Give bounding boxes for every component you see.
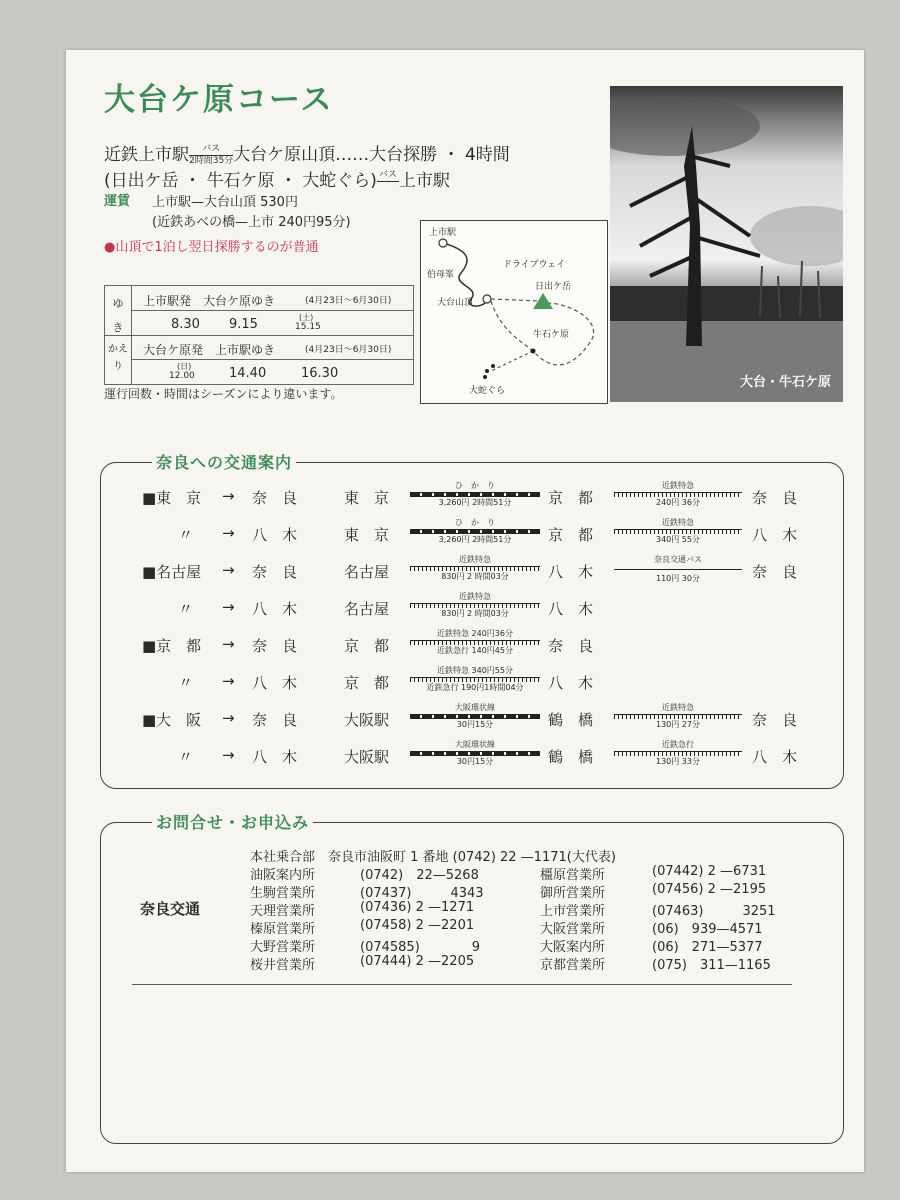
transit-station-start: 大阪駅 — [344, 711, 390, 729]
transit-destination: 奈 良 — [252, 711, 298, 729]
transit-destination: 八 木 — [252, 748, 298, 766]
segment-fare-time: 830円 2 時間03分 — [441, 572, 509, 581]
office-phone: (075) 311—1165 — [652, 958, 771, 973]
transit-origin: 〃 — [178, 600, 194, 618]
rail-line — [614, 492, 742, 497]
tree-landscape-image — [610, 86, 843, 402]
transit-origin: ■大 阪 — [142, 711, 202, 729]
office-name: 生駒営業所 — [250, 886, 316, 901]
segment-label: 大阪環状線 — [455, 703, 495, 712]
segment-fare-time: 340円 55分 — [656, 535, 700, 544]
transit-station-end: 奈 良 — [752, 711, 798, 729]
transit-segment-2 — [614, 518, 742, 545]
transit-origin: 〃 — [178, 748, 194, 766]
segment-label: 近鉄特急 — [662, 703, 694, 712]
yuki-time-2: 9.15 — [229, 317, 258, 332]
office-name: 上市営業所 — [540, 904, 606, 919]
office-name: 京都営業所 — [540, 958, 606, 973]
arrow-icon: → — [222, 598, 235, 616]
segment-fare-time: 110円 30分 — [656, 574, 700, 583]
office-name: 榛原営業所 — [250, 922, 316, 937]
timetable-footnote: 運行回数・時間はシーズンにより違います。 — [104, 387, 343, 401]
transit-segment-1 — [410, 703, 540, 730]
photo-caption: 大台・牛石ケ原 — [739, 375, 831, 390]
transit-segment-2 — [614, 481, 742, 508]
transit-origin: ■名古屋 — [142, 563, 202, 581]
office-phone: (07456) 2 —2195 — [652, 882, 767, 897]
transit-destination: 奈 良 — [252, 489, 298, 507]
segment-fare-time: 830円 2 時間03分 — [441, 609, 509, 618]
route-summit: 大台ケ原山頂……大台探勝 ・ 4時間 — [233, 145, 510, 165]
office-name: 御所営業所 — [540, 886, 606, 901]
rail-line — [410, 677, 540, 682]
office-name: 油阪案内所 — [250, 868, 316, 883]
transit-segment-1 — [410, 740, 540, 767]
transit-station-start: 京 都 — [344, 637, 390, 655]
arrow-icon: → — [222, 672, 235, 690]
rail-line — [410, 492, 540, 497]
route-line-1 — [104, 140, 510, 166]
kaeri-header: 大台ケ原発 上市駅ゆき — [143, 343, 276, 357]
transit-station-mid: 奈 良 — [548, 637, 594, 655]
transit-segment-2 — [614, 740, 742, 767]
arrow-icon: → — [222, 524, 235, 542]
transit-station-mid: 八 木 — [548, 674, 594, 692]
transit-station-end: 八 木 — [752, 748, 798, 766]
segment-label: ひ か り — [455, 481, 495, 490]
segment-fare-time: 30円15分 — [456, 720, 494, 729]
segment-fare-time: 3,260円 2時間51分 — [438, 498, 512, 507]
transit-station-end: 奈 良 — [752, 489, 798, 507]
yuki-sat-time: 15.15 — [295, 322, 321, 332]
contact-hq: 本社乗合部 奈良市油阪町 1 番地 (0742) 22 —1171(大代表) — [250, 850, 616, 865]
transit-station-mid: 鶴 橋 — [548, 711, 594, 729]
rail-line — [614, 751, 742, 756]
office-phone: (06) 939—4571 — [652, 922, 763, 937]
office-name: 天理営業所 — [250, 904, 316, 919]
rail-line — [410, 751, 540, 756]
office-name: 桜井営業所 — [250, 958, 316, 973]
fare-line-1: 上市駅—大台山頂 530円 — [152, 195, 298, 210]
bus-timetable — [104, 285, 414, 385]
transit-segment-1 — [410, 592, 540, 619]
segment-fare-time: 近鉄急行 140円45分 — [437, 646, 513, 655]
kaeri-sun-mark: (日) — [177, 362, 192, 371]
transit-segment-1 — [410, 518, 540, 545]
office-phone: (074585) 9 — [360, 940, 481, 955]
transit-station-start: 名古屋 — [344, 563, 390, 581]
contact-title: お問合せ・お申込み — [152, 810, 313, 833]
fare-line-2: (近鉄あべの橋—上市 240円95分) — [152, 215, 351, 230]
transit-destination: 奈 良 — [252, 563, 298, 581]
office-phone: (07437) 4343 — [360, 886, 484, 901]
transit-station-start: 名古屋 — [344, 600, 390, 618]
kaeri-label: かえり — [105, 335, 132, 384]
route-map — [420, 220, 608, 404]
yuki-time-1: 8.30 — [171, 317, 200, 332]
segment-fare-time: 近鉄急行 190円1時間04分 — [426, 683, 524, 692]
segment-label: 奈良交通バス — [654, 555, 702, 564]
map-label-hinode: 日出ケ岳 — [535, 282, 572, 292]
office-name: 大阪案内所 — [540, 940, 606, 955]
transit-destination: 八 木 — [252, 526, 298, 544]
contact-divider — [132, 984, 792, 985]
transit-station-mid: 鶴 橋 — [548, 748, 594, 766]
office-name: 大阪営業所 — [540, 922, 606, 937]
segment-fare-time: 30円15分 — [456, 757, 494, 766]
map-label-daija: 大蛇ぐら — [469, 386, 506, 396]
map-label-ushiishi: 牛石ケ原 — [533, 330, 570, 340]
segment-fare-time: 130円 33分 — [656, 757, 700, 766]
map-label-drive: ドライブウェイ — [503, 260, 566, 270]
kaeri-time-1: 14.40 — [229, 366, 267, 381]
transit-destination: 八 木 — [252, 674, 298, 692]
fare-heading: 運賃 — [104, 194, 131, 209]
transit-segment-2 — [614, 703, 742, 730]
office-phone: (07436) 2 —1271 — [360, 900, 475, 915]
transit-station-mid: 八 木 — [548, 563, 594, 581]
office-name: 大野営業所 — [250, 940, 316, 955]
kaeri-period: (4月23日～6月30日) — [305, 345, 392, 355]
segment-label: ひ か り — [455, 518, 495, 527]
transit-origin: 〃 — [178, 674, 194, 692]
arrow-icon: → — [222, 487, 235, 505]
stay-note: ●山頂で1泊し翌日探勝するのが普通 — [104, 240, 319, 255]
transit-station-end: 奈 良 — [752, 563, 798, 581]
rail-line — [410, 566, 540, 571]
transit-destination: 奈 良 — [252, 637, 298, 655]
rail-line — [410, 640, 540, 645]
route-spots: (日出ケ岳 ・ 牛石ケ原 ・ 大蛇ぐら) — [104, 171, 377, 191]
transit-station-start: 京 都 — [344, 674, 390, 692]
office-phone: (07458) 2 —2201 — [360, 918, 475, 933]
landscape-photo — [610, 86, 843, 402]
arrow-icon: → — [222, 709, 235, 727]
transit-station-mid: 京 都 — [548, 526, 594, 544]
transit-origin: 〃 — [178, 526, 194, 544]
arrow-icon: → — [222, 635, 235, 653]
yuki-header: 上市駅発 大台ケ原ゆき — [143, 294, 276, 308]
yuki-label: ゆき — [105, 286, 132, 335]
segment-fare-time: 240円 36分 — [656, 498, 700, 507]
rail-line — [614, 714, 742, 719]
rail-line — [410, 603, 540, 608]
transit-station-start: 東 京 — [344, 489, 390, 507]
transit-segment-1 — [410, 481, 540, 508]
arrow-icon: → — [222, 746, 235, 764]
segment-fare-time: 130円 27分 — [656, 720, 700, 729]
yuki-sat-mark: (土) — [299, 313, 314, 322]
rail-line — [410, 714, 540, 719]
rail-line — [410, 529, 540, 534]
yuki-period: (4月23日～6月30日) — [305, 296, 392, 306]
office-phone: (07463) 3251 — [652, 904, 776, 919]
map-label-odai: 大台山頂 — [437, 298, 474, 308]
transit-station-mid: 京 都 — [548, 489, 594, 507]
office-phone: (07442) 2 —6731 — [652, 864, 767, 879]
transit-station-mid: 八 木 — [548, 600, 594, 618]
office-name: 橿原営業所 — [540, 868, 606, 883]
segment-label: 大阪環状線 — [455, 740, 495, 749]
bus-segment: バス 2時間35分 — [189, 143, 234, 166]
transit-segment-1 — [410, 629, 540, 656]
transit-station-start: 東 京 — [344, 526, 390, 544]
segment-label: 近鉄特急 — [459, 592, 491, 601]
arrow-icon: → — [222, 561, 235, 579]
office-phone: (06) 271—5377 — [652, 940, 763, 955]
kaeri-sun-time: 12.00 — [169, 371, 195, 381]
rail-line — [614, 569, 742, 570]
transit-segment-1 — [410, 666, 540, 693]
transit-segment-2 — [614, 555, 742, 584]
route-map-drawing — [421, 221, 607, 403]
transit-station-end: 八 木 — [752, 526, 798, 544]
course-title: 大台ケ原コース — [104, 82, 334, 118]
kaeri-time-2: 16.30 — [301, 366, 339, 381]
office-phone: (0742) 22—5268 — [360, 868, 479, 883]
segment-label: 近鉄急行 — [662, 740, 694, 749]
bus-segment-return: バス — [378, 169, 397, 180]
segment-label: 近鉄特急 240円36分 — [437, 629, 513, 638]
transit-segment-1 — [410, 555, 540, 582]
office-phone: (07444) 2 —2205 — [360, 954, 475, 969]
company-name: 奈良交通 — [140, 900, 201, 918]
segment-label: 近鉄特急 340円55分 — [437, 666, 513, 675]
route-end: 上市駅 — [398, 171, 450, 191]
segment-fare-time: 3,260円 2時間51分 — [438, 535, 512, 544]
transit-title: 奈良への交通案内 — [152, 450, 296, 473]
transit-origin: ■東 京 — [142, 489, 202, 507]
segment-label: 近鉄特急 — [662, 481, 694, 490]
transit-station-start: 大阪駅 — [344, 748, 390, 766]
rail-line — [614, 529, 742, 534]
map-label-hakubo: 伯母峯 — [427, 270, 455, 280]
route-start: 近鉄上市駅 — [104, 145, 189, 165]
transit-destination: 八 木 — [252, 600, 298, 618]
segment-label: 近鉄特急 — [459, 555, 491, 564]
transit-origin: ■京 都 — [142, 637, 202, 655]
map-label-kamiichi: 上市駅 — [429, 228, 457, 238]
route-line-2 — [104, 166, 450, 192]
segment-label: 近鉄特急 — [662, 518, 694, 527]
